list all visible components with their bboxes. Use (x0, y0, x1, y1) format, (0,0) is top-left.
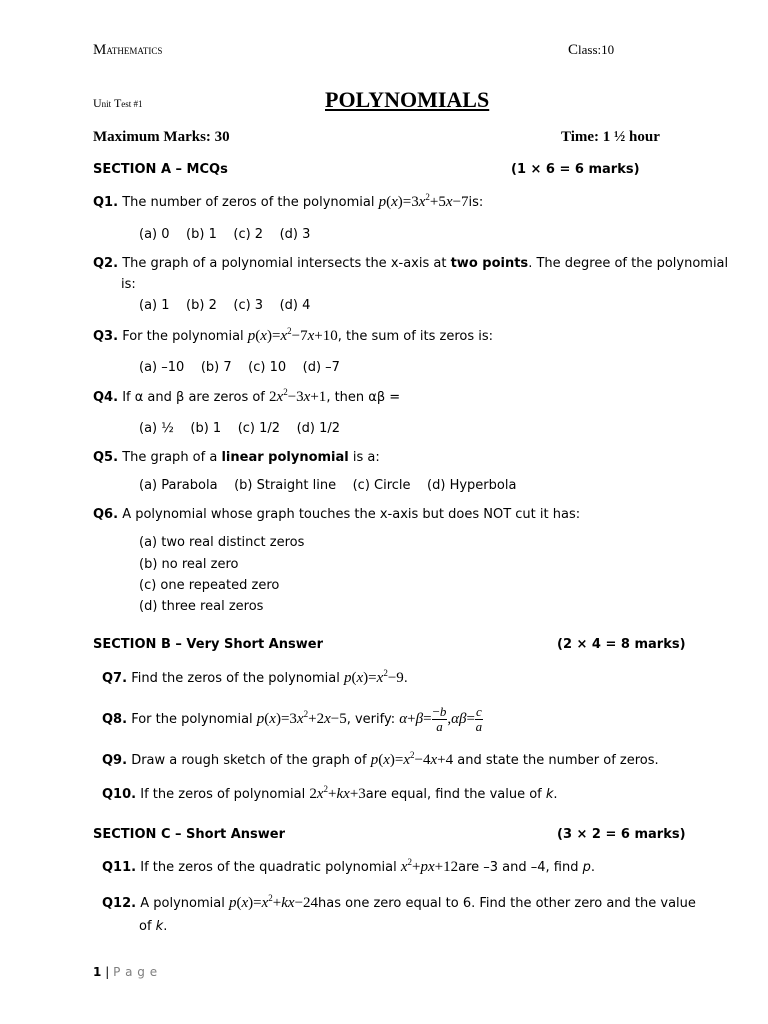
unit-test-label: Unit Test #1 (93, 96, 143, 110)
q3-options: (a) –10 (b) 7 (c) 10 (d) –7 (139, 360, 340, 375)
question-4: Q4. If α and β are zeros of $2x^2-3x+1$, then αβ = (93, 387, 401, 405)
q2-continuation: is: (121, 277, 136, 292)
section-b-title: SECTION B – Very Short Answer (93, 637, 323, 652)
question-6: Q6. A polynomial whose graph touches the x-axis but does NOT cut it has: (93, 507, 581, 522)
q5-options: (a) Parabola (b) Straight line (c) Circle (d) Hyperbola (139, 478, 517, 493)
section-c-marks: (3 × 2 = 6 marks) (557, 827, 686, 842)
section-c-title: SECTION C – Short Answer (93, 827, 286, 842)
q4-options: (a) ½ (b) 1 (c) 1/2 (d) 1/2 (139, 421, 341, 436)
question-1: Q1. The number of zeros of the polynomial $p(x)=3x^2+5x-7is$: (93, 192, 484, 210)
question-12: Q12. A polynomial $p(x)=x^2+kx-24has$ one zero equal to 6. Find the other zero and the value (102, 893, 696, 911)
max-marks: Maximum Marks: 30 (93, 129, 230, 145)
q8-formula: $p(x)=3x^2+2x-5$ (256, 708, 347, 727)
q8-identity: α+β= $\frac{-b}{a}$ ,αβ= $\frac{c}{a}$ (399, 704, 483, 734)
q6-option-b: (b) no real zero (139, 557, 239, 572)
q1-options: (a) 0 (b) 1 (c) 2 (d) 3 (139, 227, 311, 242)
section-b-marks: (2 × 4 = 8 marks) (557, 637, 686, 652)
question-3: Q3. For the polynomial $p(x)=x^2-7x+10$, the sum of its zeros is: (93, 326, 494, 344)
q6-option-a: (a) two real distinct zeros (139, 535, 305, 550)
q7-formula: $p(x)=x^2-9$ (344, 668, 404, 686)
page-title: POLYNOMIALS (325, 87, 490, 112)
q2-options: (a) 1 (b) 2 (c) 3 (d) 4 (139, 298, 311, 313)
question-10: Q10. If the zeros of polynomial $2x^2+kx+3are$ equal, find the value of k. (102, 784, 558, 802)
section-a-title: SECTION A – MCQs (93, 162, 228, 177)
q11-formula: $x^2+px+12$ (400, 857, 459, 875)
q12-continuation: of k. (139, 919, 168, 934)
q9-formula: $p(x)=x^2-4x+4$ (370, 750, 454, 768)
q1-formula: $p(x)=3x^2+5x-7$ (378, 192, 469, 210)
question-11: Q11. If the zeros of the quadratic polynomial $x^2+px+12are$ –3 and –4, find p. (102, 857, 596, 875)
section-a-marks: (1 × 6 = 6 marks) (511, 162, 640, 177)
question-2: Q2. The graph of a polynomial intersects the x-axis at two points. The degree of the polynomial (93, 256, 729, 271)
time-allowed: Time: 1 ½ hour (561, 129, 660, 145)
q10-formula: $2x^2+kx+3$ (309, 784, 366, 802)
q4-formula: $2x^2-3x+1$ (269, 387, 327, 405)
subject-label: Mathematics (93, 42, 163, 58)
q6-option-c: (c) one repeated zero (139, 578, 280, 593)
question-7: Q7. Find the zeros of the polynomial $p(x)=x^2-9$. (102, 668, 408, 686)
q6-option-d: (d) three real zeros (139, 599, 264, 614)
question-8: Q8. For the polynomial $p(x)=3x^2+2x-5$, verify: α+β= $\frac{-b}{a}$ ,αβ= $\frac{c}{a}$ (102, 704, 483, 734)
q12-formula: $p(x)=x^2+kx-24$ (228, 893, 319, 911)
class-label: Class:10 (568, 42, 615, 58)
page-footer: 1 | P a g e (93, 965, 158, 979)
question-5: Q5. The graph of a linear polynomial is a: (93, 450, 380, 465)
q3-formula: $p(x)=x^2-7x+10$ (247, 326, 338, 344)
question-9: Q9. Draw a rough sketch of the graph of $p(x)=x^2-4x+4$ and state the number of zeros. (102, 750, 659, 768)
